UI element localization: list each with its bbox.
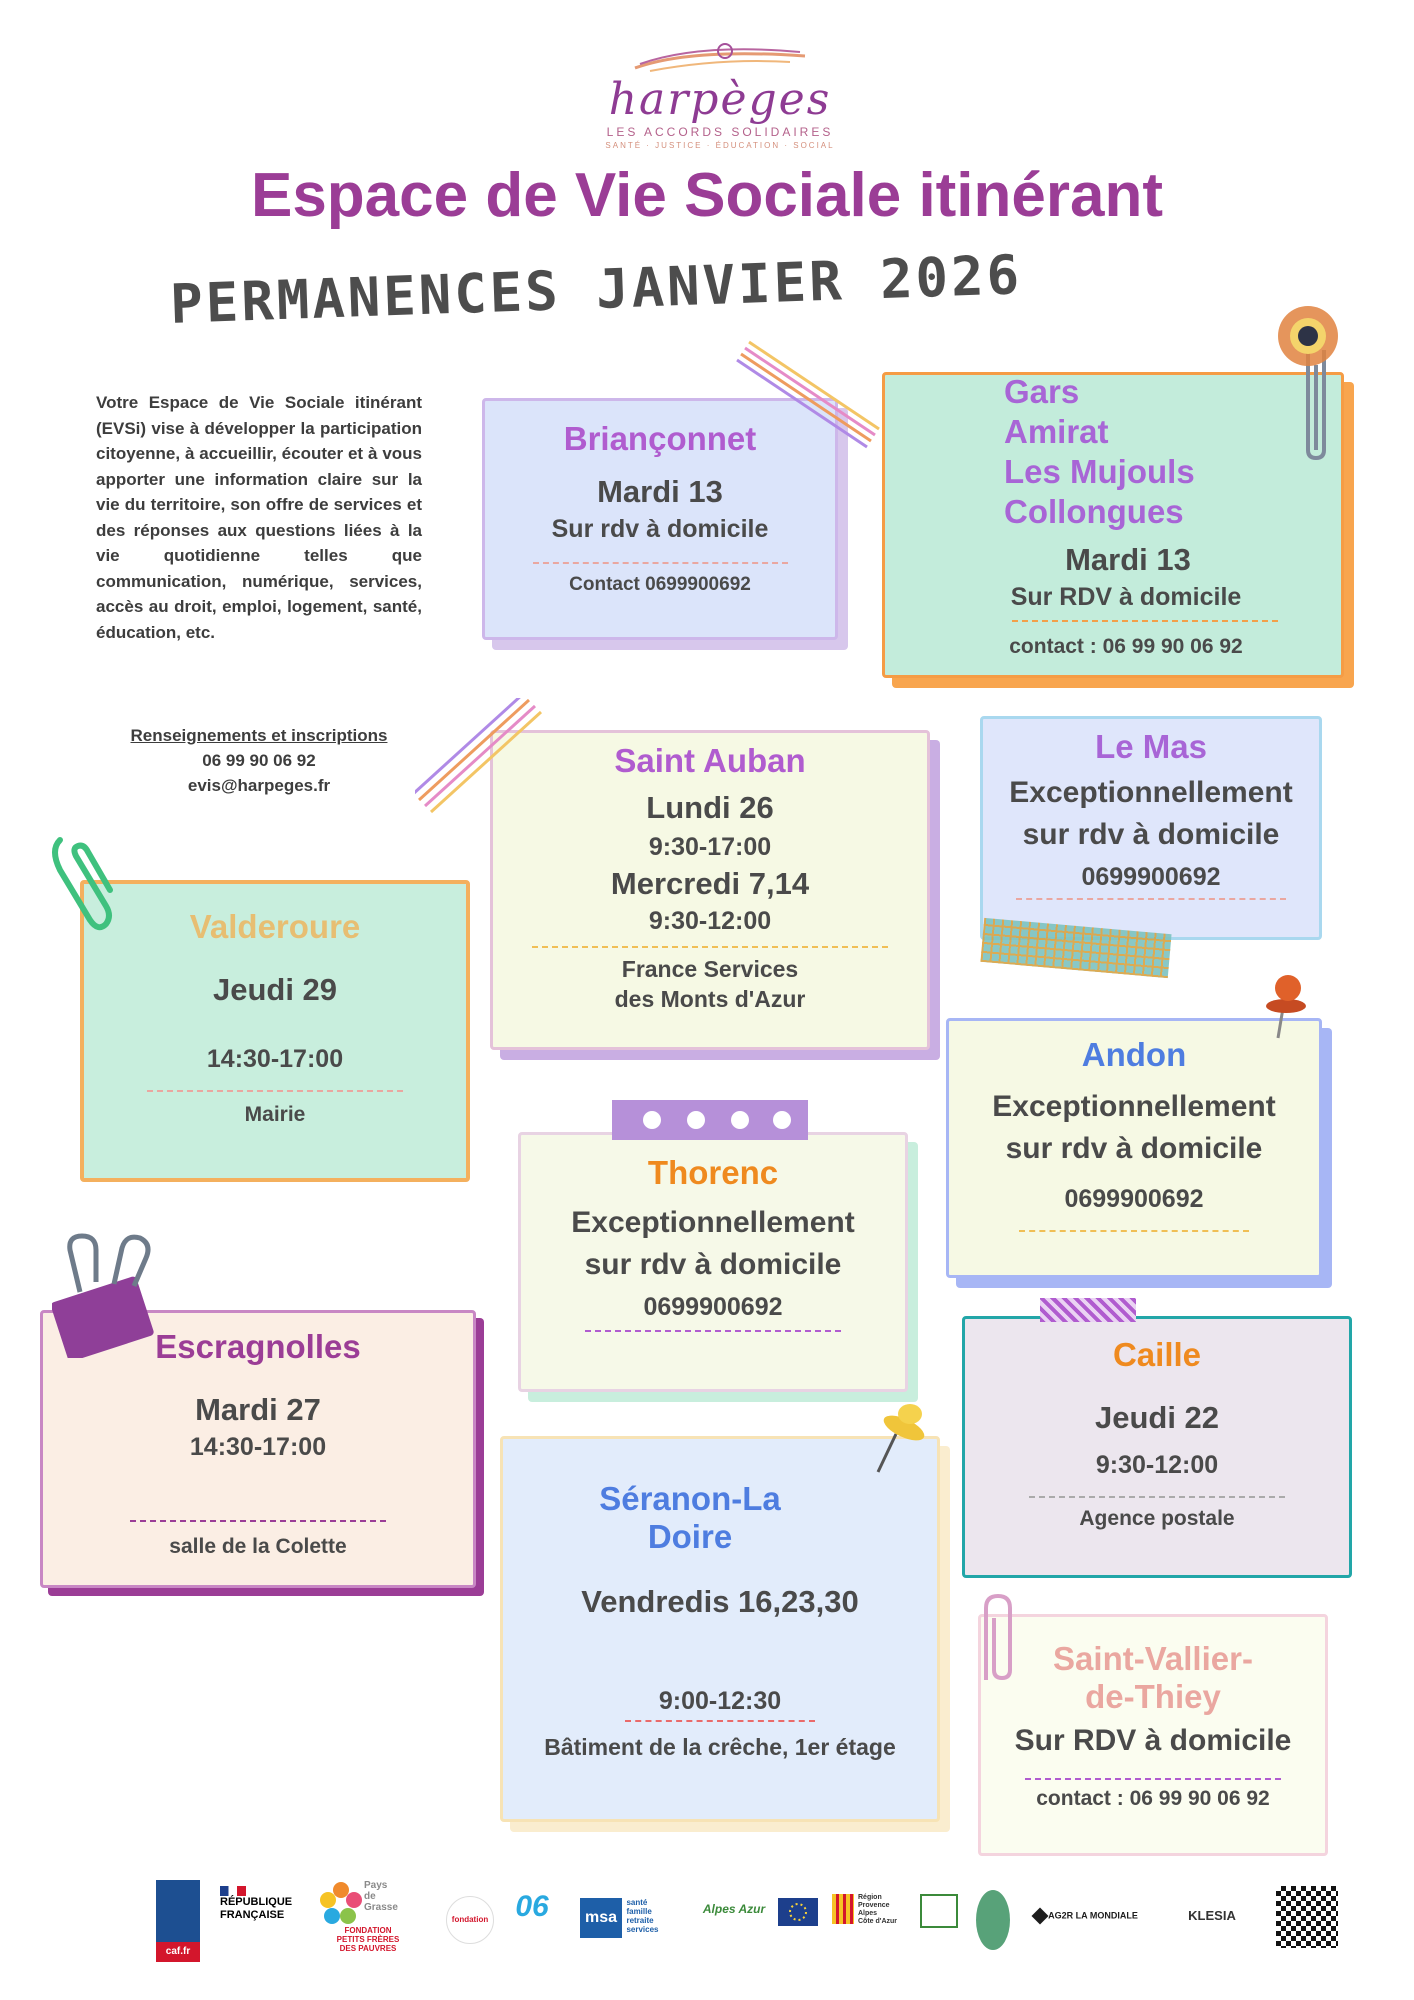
time-2: 9:30-12:00 <box>648 907 772 935</box>
region-line-2: Provence <box>858 1902 890 1909</box>
msa-label: msa <box>580 1898 622 1938</box>
divider <box>1012 620 1278 622</box>
card-saint-auban <box>490 730 930 1050</box>
date: Mardi 27 <box>195 1392 321 1427</box>
time: 14:30-17:00 <box>206 1045 344 1073</box>
pays-de-grasse-logo <box>318 1880 418 1953</box>
place-name: Briançonnet <box>563 420 757 457</box>
page-title: Espace de Vie Sociale itinérant <box>250 161 1164 230</box>
phone: 0699900692 <box>1064 1185 1204 1213</box>
intro-paragraph: Votre Espace de Vie Sociale itinérant (EVSi) vise à développer la participation citoyenne, à accueillir, écouter et à vous apporter une information claire sur la vie du territoire, son offre de services et des réponses aux questions liées à la vie quotidienne telles que communication, numérique, services, accès au droit, emploi, logement, santé, éducation, etc. <box>96 393 422 642</box>
logo-wordmark: harpèges <box>608 74 832 125</box>
date-1: Lundi 26 <box>646 790 774 825</box>
location: Agence postale <box>1079 1507 1235 1530</box>
time: 14:30-17:00 <box>189 1433 327 1461</box>
logo-brush-icon <box>630 38 810 78</box>
msa-sub-2: famille <box>626 1907 652 1916</box>
location-1: France Services <box>621 956 799 982</box>
caf-label: caf.fr <box>156 1942 200 1962</box>
fondation-logo: fondation <box>446 1896 494 1944</box>
place-name-1: Saint-Vallier- <box>1053 1640 1253 1677</box>
card-saint-vallier-de-thiey <box>978 1614 1328 1856</box>
qr-code-icon[interactable] <box>1276 1886 1338 1948</box>
logo-sectors: SANTÉ · JUSTICE · ÉDUCATION · SOCIAL <box>605 141 835 150</box>
ppf-line-3: DES PAUVRES <box>339 1944 397 1953</box>
date-2: Mercredi 7,14 <box>610 866 810 901</box>
ppf-line-1: FONDATION <box>344 1926 392 1935</box>
pays-line-2: de <box>364 1891 376 1902</box>
info-1: Exceptionnellement <box>1009 776 1293 809</box>
contact-email: evis@harpeges.fr <box>187 776 331 795</box>
contact: Contact 0699900692 <box>569 574 751 595</box>
region-line-3: Alpes <box>858 1910 878 1917</box>
card-andon <box>946 1018 1322 1278</box>
msa-sub-1: santé <box>626 1898 648 1907</box>
place-name-2: de-Thiey <box>1085 1678 1221 1715</box>
contact: contact : 06 99 90 06 92 <box>1009 635 1243 658</box>
alpes-azur-logo: Alpes Azur <box>702 1902 766 1916</box>
card-le-mas <box>980 716 1322 940</box>
info-2: sur rdv à domicile <box>1005 1132 1263 1165</box>
card-thorenc <box>518 1132 908 1392</box>
info-1: Exceptionnellement <box>992 1090 1276 1123</box>
ag2r-logo <box>1034 1910 1154 1922</box>
card-seranon-la-doire <box>500 1436 940 1822</box>
rainbow-stripes-decoration <box>735 340 885 450</box>
pushpin-icon <box>866 1396 936 1476</box>
phone: 0699900692 <box>643 1293 783 1321</box>
time: 9:00-12:30 <box>658 1687 782 1715</box>
divider <box>585 1330 841 1332</box>
card-caille <box>962 1316 1352 1578</box>
paperclip-icon <box>974 1590 1024 1690</box>
date: Vendredis 16,23,30 <box>581 1584 859 1619</box>
msa-sub-3: retraite <box>626 1916 654 1925</box>
date: Jeudi 29 <box>212 972 338 1007</box>
divider <box>130 1520 386 1522</box>
partner-logos <box>150 1880 1350 1970</box>
departement-06-logo: 06 <box>515 1890 549 1923</box>
ag2r-label: AG2R LA MONDIALE <box>1048 1910 1138 1921</box>
info: Sur RDV à domicile <box>1010 583 1242 611</box>
info-2: sur rdv à domicile <box>584 1248 842 1281</box>
region-line-1: Région <box>858 1894 882 1901</box>
rainbow-stripes-decoration <box>415 698 545 828</box>
card-valderoure <box>80 880 470 1182</box>
date: Mardi 13 <box>597 474 723 509</box>
place-name-4: Collongues <box>1004 493 1184 530</box>
msa-sub-4: services <box>626 1925 659 1934</box>
page-subtitle: PERMANENCES JANVIER 2026 <box>169 243 1024 336</box>
republique-francaise-logo <box>220 1886 300 1922</box>
place-name: Thorenc <box>647 1154 779 1191</box>
region-line-4: Côte d'Azur <box>858 1918 897 1925</box>
divider <box>1016 898 1286 900</box>
paperclip-icon <box>40 820 120 940</box>
divider <box>532 946 888 948</box>
place-name-1: Gars <box>1004 373 1080 410</box>
ag2r-diamond-icon <box>1032 1908 1049 1925</box>
parc-naturel-logo <box>976 1890 1010 1950</box>
info: Sur RDV à domicile <box>1014 1724 1292 1757</box>
flower-paperclip-decoration <box>1268 300 1348 460</box>
ppf-line-2: PETITS FRÈRES <box>336 1935 400 1944</box>
harpeges-logo <box>580 38 860 178</box>
eu-stars-icon <box>778 1898 818 1926</box>
contact-phone: 06 99 90 06 92 <box>202 751 316 770</box>
place-name-1: Séranon-La <box>599 1480 781 1517</box>
divider <box>533 562 788 564</box>
pays-line-3: Grasse <box>364 1902 398 1913</box>
leader-logo <box>920 1894 958 1928</box>
phone: 0699900692 <box>1081 863 1221 891</box>
contact-heading: Renseignements et inscriptions <box>130 726 388 745</box>
eu-flag-icon <box>778 1898 818 1926</box>
place-name: Valderoure <box>189 908 361 945</box>
divider <box>147 1090 403 1092</box>
washi-tape-decoration <box>1040 1298 1136 1322</box>
clouds-pattern-icon <box>612 1100 808 1140</box>
logo-tagline: LES ACCORDS SOLIDAIRES <box>606 125 834 139</box>
info-1: Exceptionnellement <box>571 1206 855 1239</box>
klesia-logo: KLESIA <box>1188 1908 1236 1923</box>
place-name: Escragnolles <box>155 1328 361 1365</box>
flower-icon <box>318 1880 364 1926</box>
date: Mardi 13 <box>1065 542 1191 577</box>
divider <box>1019 1230 1249 1232</box>
msa-logo <box>580 1898 700 1938</box>
region-sud-logo <box>832 1894 902 1926</box>
info: Sur rdv à domicile <box>551 515 769 543</box>
place-name-2: Doire <box>647 1518 733 1555</box>
place-name-3: Les Mujouls <box>1004 453 1195 490</box>
divider <box>1029 1496 1285 1498</box>
location-2: des Monts d'Azur <box>614 986 806 1012</box>
info-2: sur rdv à domicile <box>1022 818 1280 851</box>
place-name: Le Mas <box>1095 728 1207 765</box>
place-name: Andon <box>1081 1036 1187 1073</box>
contact-block <box>96 723 422 798</box>
time-1: 9:30-17:00 <box>648 833 772 861</box>
washi-tape-decoration <box>612 1100 808 1140</box>
location: Bâtiment de la crêche, 1er étage <box>544 1734 896 1760</box>
divider <box>1025 1778 1281 1780</box>
caf-logo <box>156 1880 200 1962</box>
rf-line-2: FRANÇAISE <box>220 1909 285 1921</box>
contact: contact : 06 99 90 06 92 <box>1036 1787 1270 1810</box>
time: 9:30-12:00 <box>1095 1451 1219 1479</box>
place-name: Saint Auban <box>614 742 806 779</box>
pushpin-icon <box>1258 972 1318 1042</box>
date: Jeudi 22 <box>1094 1400 1220 1435</box>
place-name: Caille <box>1112 1336 1202 1373</box>
location: Mairie <box>244 1103 306 1126</box>
pays-line-1: Pays <box>364 1880 388 1891</box>
location: salle de la Colette <box>169 1535 347 1558</box>
binder-clip-icon <box>52 1228 172 1358</box>
place-name-2: Amirat <box>1004 413 1109 450</box>
rf-line-1: RÉPUBLIQUE <box>220 1896 293 1908</box>
divider <box>625 1720 815 1722</box>
